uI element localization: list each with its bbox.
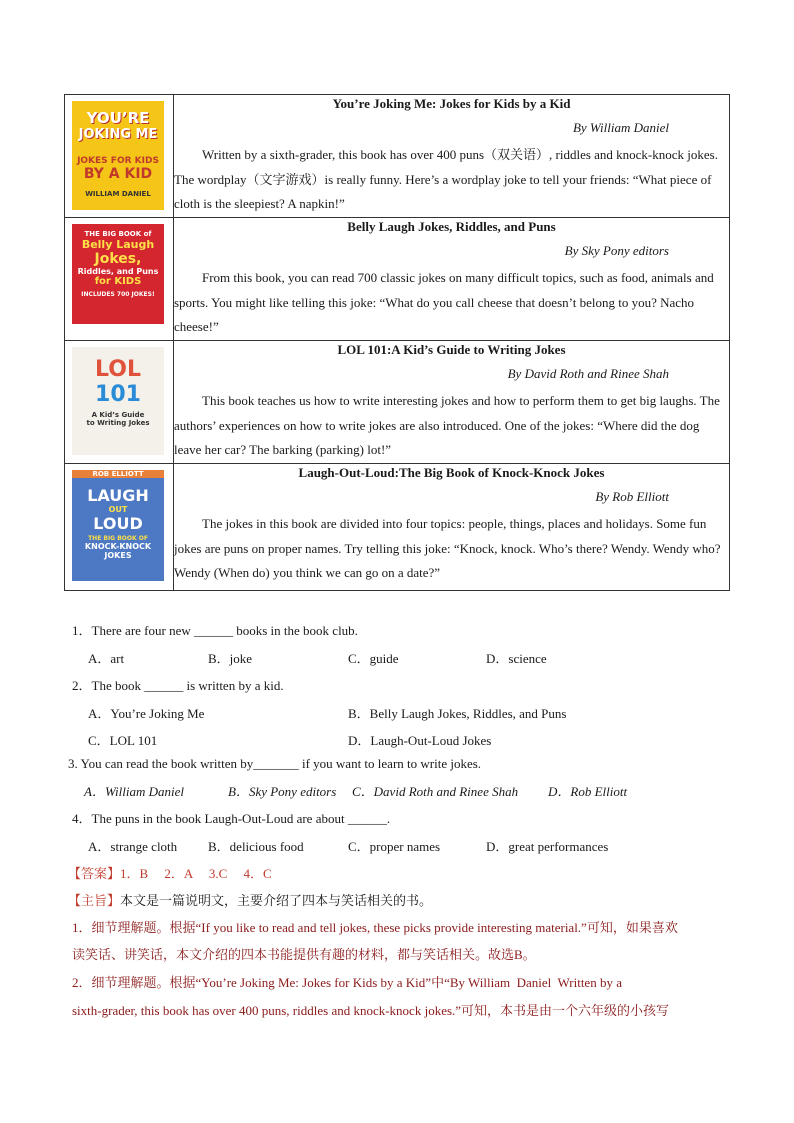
explanation-rest: 中“By William Daniel Written by a	[431, 975, 622, 990]
answer-option: D．great performances	[486, 839, 609, 854]
answer-option: C．proper names	[348, 839, 441, 854]
question-stem: 2．The book ______ is written by a kid.	[72, 678, 284, 693]
answer-option: C．LOL 101	[88, 733, 158, 748]
cover-cell	[65, 218, 174, 341]
book-table	[64, 94, 730, 591]
answer-option: B．Belly Laugh Jokes, Riddles, and Puns	[348, 706, 567, 721]
cover-text: OUT	[108, 505, 128, 514]
cover-text: THE BIG BOOK of	[84, 230, 152, 238]
answer-option: B．joke	[208, 651, 253, 666]
explanation-rest: 可知，如果喜欢	[586, 920, 678, 935]
explanation-line: 读笑话、讲笑话，本文介绍的四本书能提供有趣的材料，都与笑话相关。故选B。	[72, 947, 536, 962]
answer-key	[68, 863, 272, 882]
cover-text: A Kid’s Guide	[91, 411, 145, 419]
cover-text: 101	[95, 382, 141, 407]
answer-label: 【答案】	[68, 866, 121, 881]
answer-option: C．David Roth and Rinee Shah	[352, 784, 519, 799]
book-title: You’re Joking Me: Jokes for Kids by a Kid	[332, 96, 571, 111]
answer-option: D．Rob Elliott	[548, 784, 628, 799]
answer-option: A．strange cloth	[88, 839, 178, 854]
answer-option: D．science	[486, 651, 547, 666]
cover-text: JOKES FOR KIDS	[77, 156, 159, 166]
cover-text: YOU’RE	[86, 109, 150, 127]
explanation-quote: “You’re Joking Me: Jokes for Kids by a Kid”	[195, 975, 432, 990]
cover-text: Riddles, and Puns	[77, 267, 159, 276]
main-idea-text: 本文是一篇说明文，主要介绍了四本与笑话相关的书。	[120, 893, 433, 908]
table-row	[65, 341, 730, 464]
explanation-lead: 1．细节理解题。根据	[72, 920, 196, 935]
book-cover-image	[72, 101, 164, 210]
book-author: By Rob Elliott	[595, 489, 669, 504]
cover-text: ROB ELLIOTT	[72, 470, 164, 478]
book-cover-image	[72, 347, 164, 455]
cover-cell	[65, 95, 174, 218]
main-idea	[68, 890, 432, 909]
cover-text: Jokes,	[94, 251, 142, 267]
book-text: This book teaches us how to write interesting jokes and how to perform them to get big laughs. The authors’ experiences on how to write jokes are also introduced. One of the jokes: “Where did the dog leave her car? The barking (parking) lot!”	[174, 393, 720, 457]
question-stem: 1．There are four new ______ books in the book club.	[72, 623, 358, 638]
question-stem: 3. You can read the book written by_______ if you want to learn to write jokes.	[68, 756, 482, 771]
cover-text: LOL	[95, 357, 141, 382]
answer-option: D．Laugh-Out-Loud Jokes	[348, 733, 492, 748]
cover-text: for KIDS	[94, 276, 142, 287]
cover-text: JOKING ME	[78, 127, 158, 142]
answer-option: B．delicious food	[208, 839, 304, 854]
table-row	[65, 95, 730, 218]
book-description-cell	[174, 95, 730, 218]
book-title: LOL 101:A Kid’s Guide to Writing Jokes	[337, 342, 566, 357]
cover-text: THE BIG BOOK OF	[88, 535, 148, 542]
answer-option: B．Sky Pony editors	[228, 784, 337, 799]
answer-option: A．art	[88, 651, 125, 666]
book-description-cell	[174, 341, 730, 464]
cover-text: to Writing Jokes	[86, 419, 150, 427]
cover-text: JOKES	[104, 551, 132, 560]
book-description-cell	[174, 218, 730, 341]
main-idea-label: 【主旨】	[68, 893, 121, 908]
cover-text: LAUGH	[87, 486, 149, 505]
cover-text: WILLIAM DANIEL	[85, 190, 151, 198]
cover-cell	[65, 464, 174, 591]
book-text: Written by a sixth-grader, this book has over 400 puns（双关语）, riddles and knock-knock jokes. The wordplay（文字游戏）is really funny. Here’s a wordplay joke to tell your friends: “What piece of cloth is the sleepiest? A napkin!”	[174, 147, 718, 211]
explanation-line	[72, 972, 622, 991]
cover-text: LOUD	[93, 514, 143, 533]
answer-option: A．William Daniel	[84, 784, 185, 799]
explanation-line: sixth-grader, this book has over 400 puns, riddles and knock-knock jokes.”可知，本书是由一个六年级的小孩写	[72, 1003, 670, 1018]
book-title: Belly Laugh Jokes, Riddles, and Puns	[347, 219, 556, 234]
book-author: By David Roth and Rinee Shah	[507, 366, 669, 381]
explanation-quote: “If you like to read and tell jokes, these picks provide interesting material.”	[195, 920, 587, 935]
explanation-lead: 2．细节理解题。根据	[72, 975, 196, 990]
book-text: The jokes in this book are divided into four topics: people, things, places and holidays. Some fun jokes are puns on proper names. Try telling this joke: “Knock, knock. Who’s there? Wendy. Wendy who? Wendy (When do) you think we can go on a date?”	[174, 516, 721, 580]
book-cover-image	[72, 224, 164, 324]
cover-text: INCLUDES 700 JOKES!	[81, 291, 155, 298]
answer-option: A．You’re Joking Me	[88, 706, 205, 721]
book-text: From this book, you can read 700 classic jokes on many difficult topics, such as food, animals and sports. You might like telling this joke: “What do you call cheese that doesn’t belong to you? Nacho cheese!”	[174, 270, 714, 334]
table-row	[65, 464, 730, 591]
book-author: By William Daniel	[572, 120, 669, 135]
cover-text: KNOCK-KNOCK	[84, 542, 152, 551]
book-title: Laugh-Out-Loud:The Big Book of Knock-Knock Jokes	[298, 465, 605, 480]
answer-option: C．guide	[348, 651, 399, 666]
table-row	[65, 218, 730, 341]
cover-text: Belly Laugh	[81, 238, 155, 251]
cover-cell	[65, 341, 174, 464]
explanation-line	[72, 917, 678, 936]
book-cover-image	[72, 470, 164, 581]
answer-text: 1．B 2．A 3.C 4．C	[120, 866, 272, 881]
book-description-cell	[174, 464, 730, 591]
question-stem: 4．The puns in the book Laugh-Out-Loud are about ______.	[72, 811, 391, 826]
cover-text: BY A KID	[83, 166, 153, 182]
book-author: By Sky Pony editors	[564, 243, 669, 258]
